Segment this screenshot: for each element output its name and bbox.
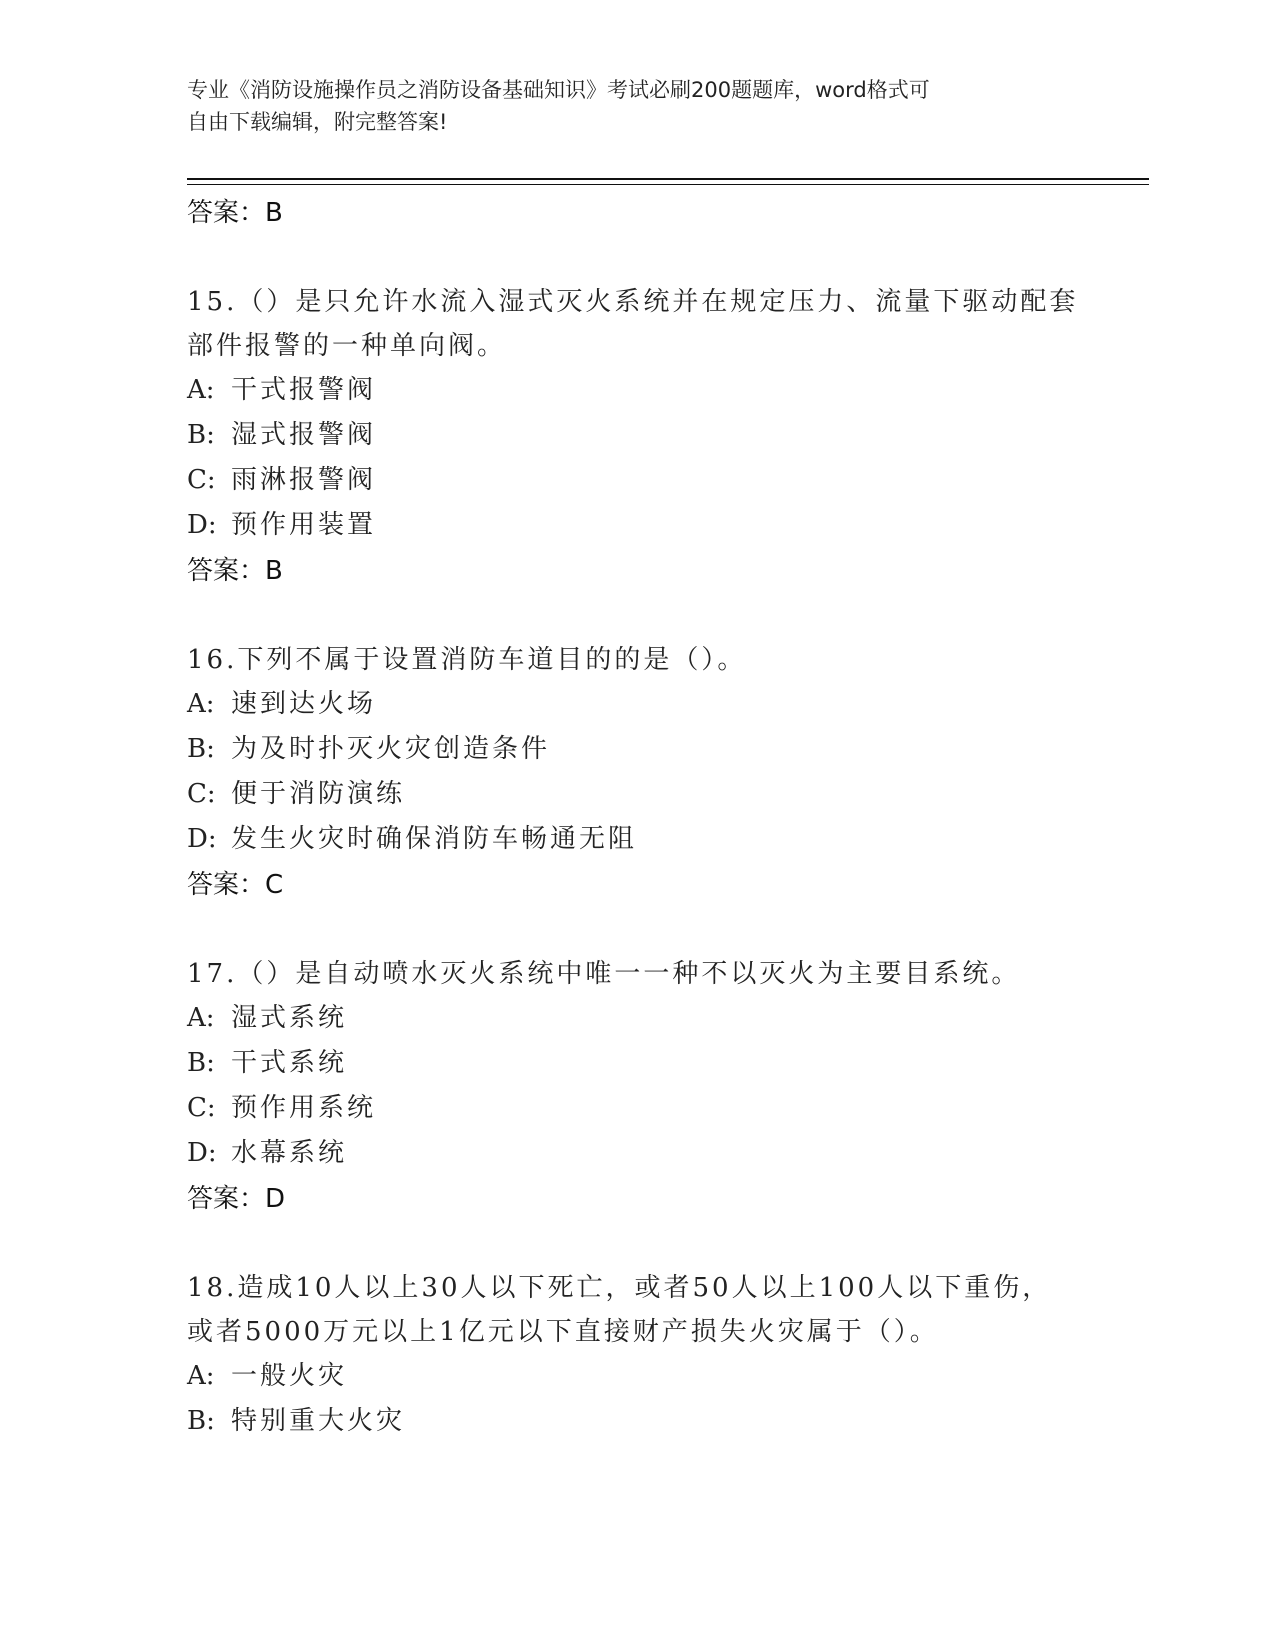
option-text: 湿式报警阀	[231, 420, 377, 450]
answer-line: 答案：B	[187, 556, 283, 586]
option-b	[187, 727, 1087, 772]
option-a	[187, 996, 1087, 1041]
option-text: 干式系统	[231, 1048, 348, 1078]
header-line-2: 自由下载编辑，附完整答案!	[187, 110, 448, 134]
option-letter: A:	[187, 1003, 215, 1033]
option-letter: D:	[187, 510, 217, 540]
option-letter: B:	[187, 420, 215, 450]
question-stem-line: 部件报警的一种单向阀。	[187, 331, 507, 361]
question-stem	[187, 1266, 1067, 1354]
option-letter: B:	[187, 734, 215, 764]
option-letter: C:	[187, 465, 216, 495]
option-text: 水幕系统	[231, 1138, 348, 1168]
option-b	[187, 1041, 1087, 1086]
question-stem	[187, 952, 1067, 996]
option-text: 一般火灾	[231, 1361, 348, 1391]
option-c	[187, 772, 1087, 817]
question-block	[187, 638, 1087, 908]
document-header	[187, 74, 1087, 138]
question-stem-line: 或者5000万元以上1亿元以下直接财产损失火灾属于（）。	[187, 1317, 939, 1347]
option-b	[187, 413, 1087, 458]
option-a	[187, 1354, 1087, 1399]
option-d	[187, 1131, 1087, 1176]
option-letter: C:	[187, 1093, 216, 1123]
answer-line: 答案：D	[187, 1184, 286, 1214]
option-c	[187, 458, 1087, 503]
question-stem-line: 15.（）是只允许水流入湿式灭火系统并在规定压力、流量下驱动配套	[187, 287, 1079, 317]
answer-line: 答案：B	[187, 198, 283, 228]
option-text: 预作用装置	[231, 510, 377, 540]
question-stem-line: 17.（）是自动喷水灭火系统中唯一一种不以灭火为主要目系统。	[187, 959, 1021, 989]
option-text: 湿式系统	[231, 1003, 348, 1033]
option-letter: A:	[187, 689, 215, 719]
option-d	[187, 817, 1087, 862]
header-divider-thick	[187, 178, 1149, 180]
question-stem-line: 18.造成10人以上30人以下死亡，或者50人以上100人以下重伤，	[187, 1273, 1052, 1303]
option-letter: A:	[187, 375, 215, 405]
option-letter: D:	[187, 824, 217, 854]
option-text: 为及时扑灭火灾创造条件	[231, 734, 551, 764]
option-d	[187, 503, 1087, 548]
question-stem	[187, 638, 1067, 682]
header-line-1: 专业《消防设施操作员之消防设备基础知识》考试必刷200题题库，word格式可	[187, 78, 930, 102]
option-letter: B:	[187, 1048, 215, 1078]
option-text: 雨淋报警阀	[231, 465, 377, 495]
header-divider-thin	[187, 184, 1149, 185]
question-stem-line: 16.下列不属于设置消防车道目的的是（）。	[187, 645, 747, 675]
option-c	[187, 1086, 1087, 1131]
question-block	[187, 952, 1087, 1222]
option-letter: D:	[187, 1138, 217, 1168]
option-letter: A:	[187, 1361, 215, 1391]
option-b	[187, 1399, 1087, 1444]
option-text: 预作用系统	[231, 1093, 377, 1123]
question-stem	[187, 280, 1079, 368]
option-text: 速到达火场	[231, 689, 377, 719]
answer-line: 答案：C	[187, 870, 284, 900]
option-text: 特别重大火灾	[231, 1406, 406, 1436]
option-text: 发生火灾时确保消防车畅通无阻	[231, 824, 638, 854]
option-text: 便于消防演练	[231, 779, 406, 809]
question-block	[187, 280, 1087, 594]
question-block	[187, 1266, 1087, 1444]
option-text: 干式报警阀	[231, 375, 377, 405]
question-list	[187, 190, 1087, 1444]
option-a	[187, 368, 1087, 413]
option-letter: B:	[187, 1406, 215, 1436]
option-a	[187, 682, 1087, 727]
option-letter: C:	[187, 779, 216, 809]
